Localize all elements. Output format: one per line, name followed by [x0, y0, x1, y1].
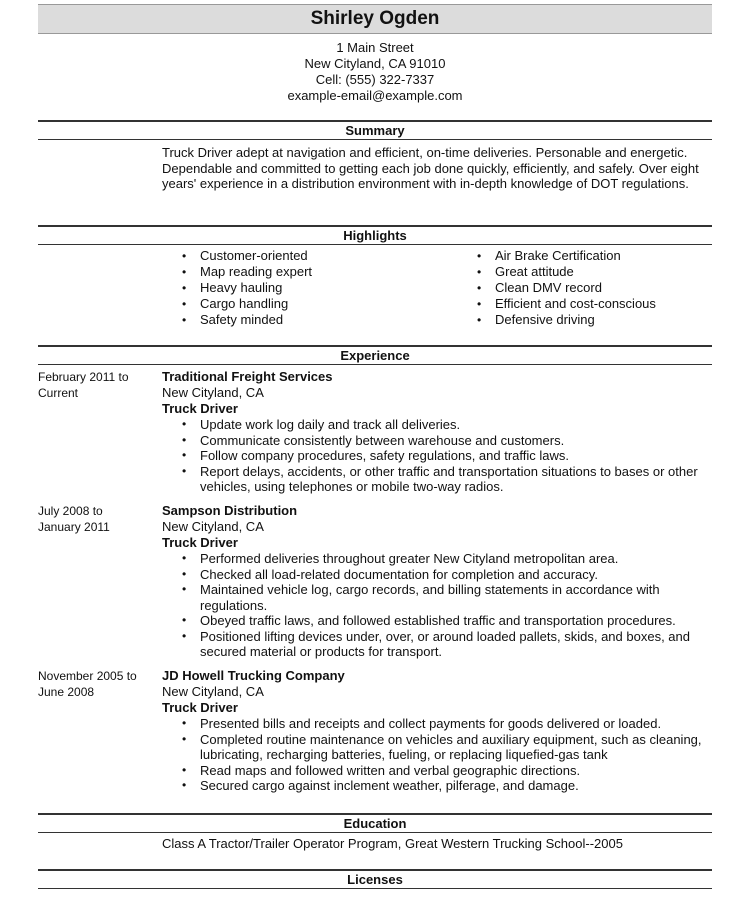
job-dates [38, 369, 148, 401]
job-bullet: • Maintained vehicle log, cargo records, and billing statements in accordance with regulations. [162, 582, 722, 613]
contact-city: New Cityland, CA 91010 [304, 56, 446, 71]
section-summary-heading: Summary [38, 120, 712, 140]
contact-cell: Cell: (555) 322-7337 [315, 72, 435, 87]
highlight-item: • Map reading expert [162, 264, 432, 280]
section-licenses-heading: Licenses [38, 869, 712, 889]
summary-text: Truck Driver adept at navigation and efficient, on-time deliveries. Personable and energetic. Dependable and committed to getting each job done quickly, efficiently, and safely. Over eight years' experience in a distribution environment with in-depth knowledge of DOT regulations. [162, 145, 699, 191]
job-date-start: November 2005 to [38, 669, 137, 683]
job-bullet: • Completed routine maintenance on vehicles and auxiliary equipment, such as cleaning, lubricating, recharging batteries, fueling, or replacing liquefied-gas tank [162, 732, 722, 763]
contact-email: example-email@example.com [287, 88, 463, 103]
job-bullet: • Secured cargo against inclement weather, pilferage, and damage. [162, 778, 722, 794]
section-education-heading: Education [38, 813, 712, 833]
job-location: New Cityland, CA [162, 519, 264, 534]
job-company: JD Howell Trucking Company [162, 668, 345, 683]
job-date-start: July 2008 to [38, 504, 103, 518]
job-bullet: • Update work log daily and track all deliveries. [162, 417, 722, 433]
highlight-item: • Cargo handling [162, 296, 432, 312]
job-bullet: • Communicate consistently between warehouse and customers. [162, 433, 722, 449]
job-date-end: January 2011 [38, 520, 110, 534]
job-company: Traditional Freight Services [162, 369, 333, 384]
job-detail [162, 668, 722, 794]
section-highlights-heading: Highlights [38, 225, 712, 245]
section-experience-heading: Experience [38, 345, 712, 365]
job-date-start: February 2011 to [38, 370, 129, 384]
job-detail [162, 503, 722, 660]
job-bullet: • Performed deliveries throughout greater New Cityland metropolitan area. [162, 551, 722, 567]
job-date-end: Current [38, 386, 79, 400]
highlights-left-column [162, 248, 432, 328]
job-bullet: • Positioned lifting devices under, over, or around loaded pallets, skids, and boxes, and secured material or products for transport. [162, 629, 722, 660]
contact-street: 1 Main Street [336, 40, 414, 55]
highlight-item: • Customer-oriented [162, 248, 432, 264]
highlight-item: • Safety minded [162, 312, 432, 328]
job-company: Sampson Distribution [162, 503, 298, 518]
highlight-item: • Air Brake Certification [457, 248, 727, 264]
job-title: Truck Driver [162, 401, 238, 416]
highlight-item: • Efficient and cost-conscious [457, 296, 727, 312]
job-dates [38, 668, 148, 700]
job-title: Truck Driver [162, 535, 238, 550]
job-dates [38, 503, 148, 535]
resume-name: Shirley Ogden [38, 4, 712, 34]
job-date-end: June 2008 [38, 685, 95, 699]
highlight-item: • Heavy hauling [162, 280, 432, 296]
contact-block [38, 40, 712, 104]
job-detail [162, 369, 722, 495]
highlights-right-column [457, 248, 727, 328]
highlight-item: • Defensive driving [457, 312, 727, 328]
highlight-item: • Clean DMV record [457, 280, 727, 296]
job-title: Truck Driver [162, 700, 238, 715]
job-bullet: • Obeyed traffic laws, and followed established traffic and transportation procedures. [162, 613, 722, 629]
highlight-item: • Great attitude [457, 264, 727, 280]
job-bullet: • Follow company procedures, safety regulations, and traffic laws. [162, 448, 722, 464]
job-bullet: • Report delays, accidents, or other traffic and transportation situations to bases or other vehicles, using telephones or mobile two-way radios. [162, 464, 722, 495]
job-bullet: • Checked all load-related documentation for completion and accuracy. [162, 567, 722, 583]
education-text: Class A Tractor/Trailer Operator Program, Great Western Trucking School--2005 [162, 836, 623, 851]
job-bullet: • Read maps and followed written and verbal geographic directions. [162, 763, 722, 779]
job-bullet: • Presented bills and receipts and collect payments for goods delivered or loaded. [162, 716, 722, 732]
job-location: New Cityland, CA [162, 684, 264, 699]
job-location: New Cityland, CA [162, 385, 264, 400]
